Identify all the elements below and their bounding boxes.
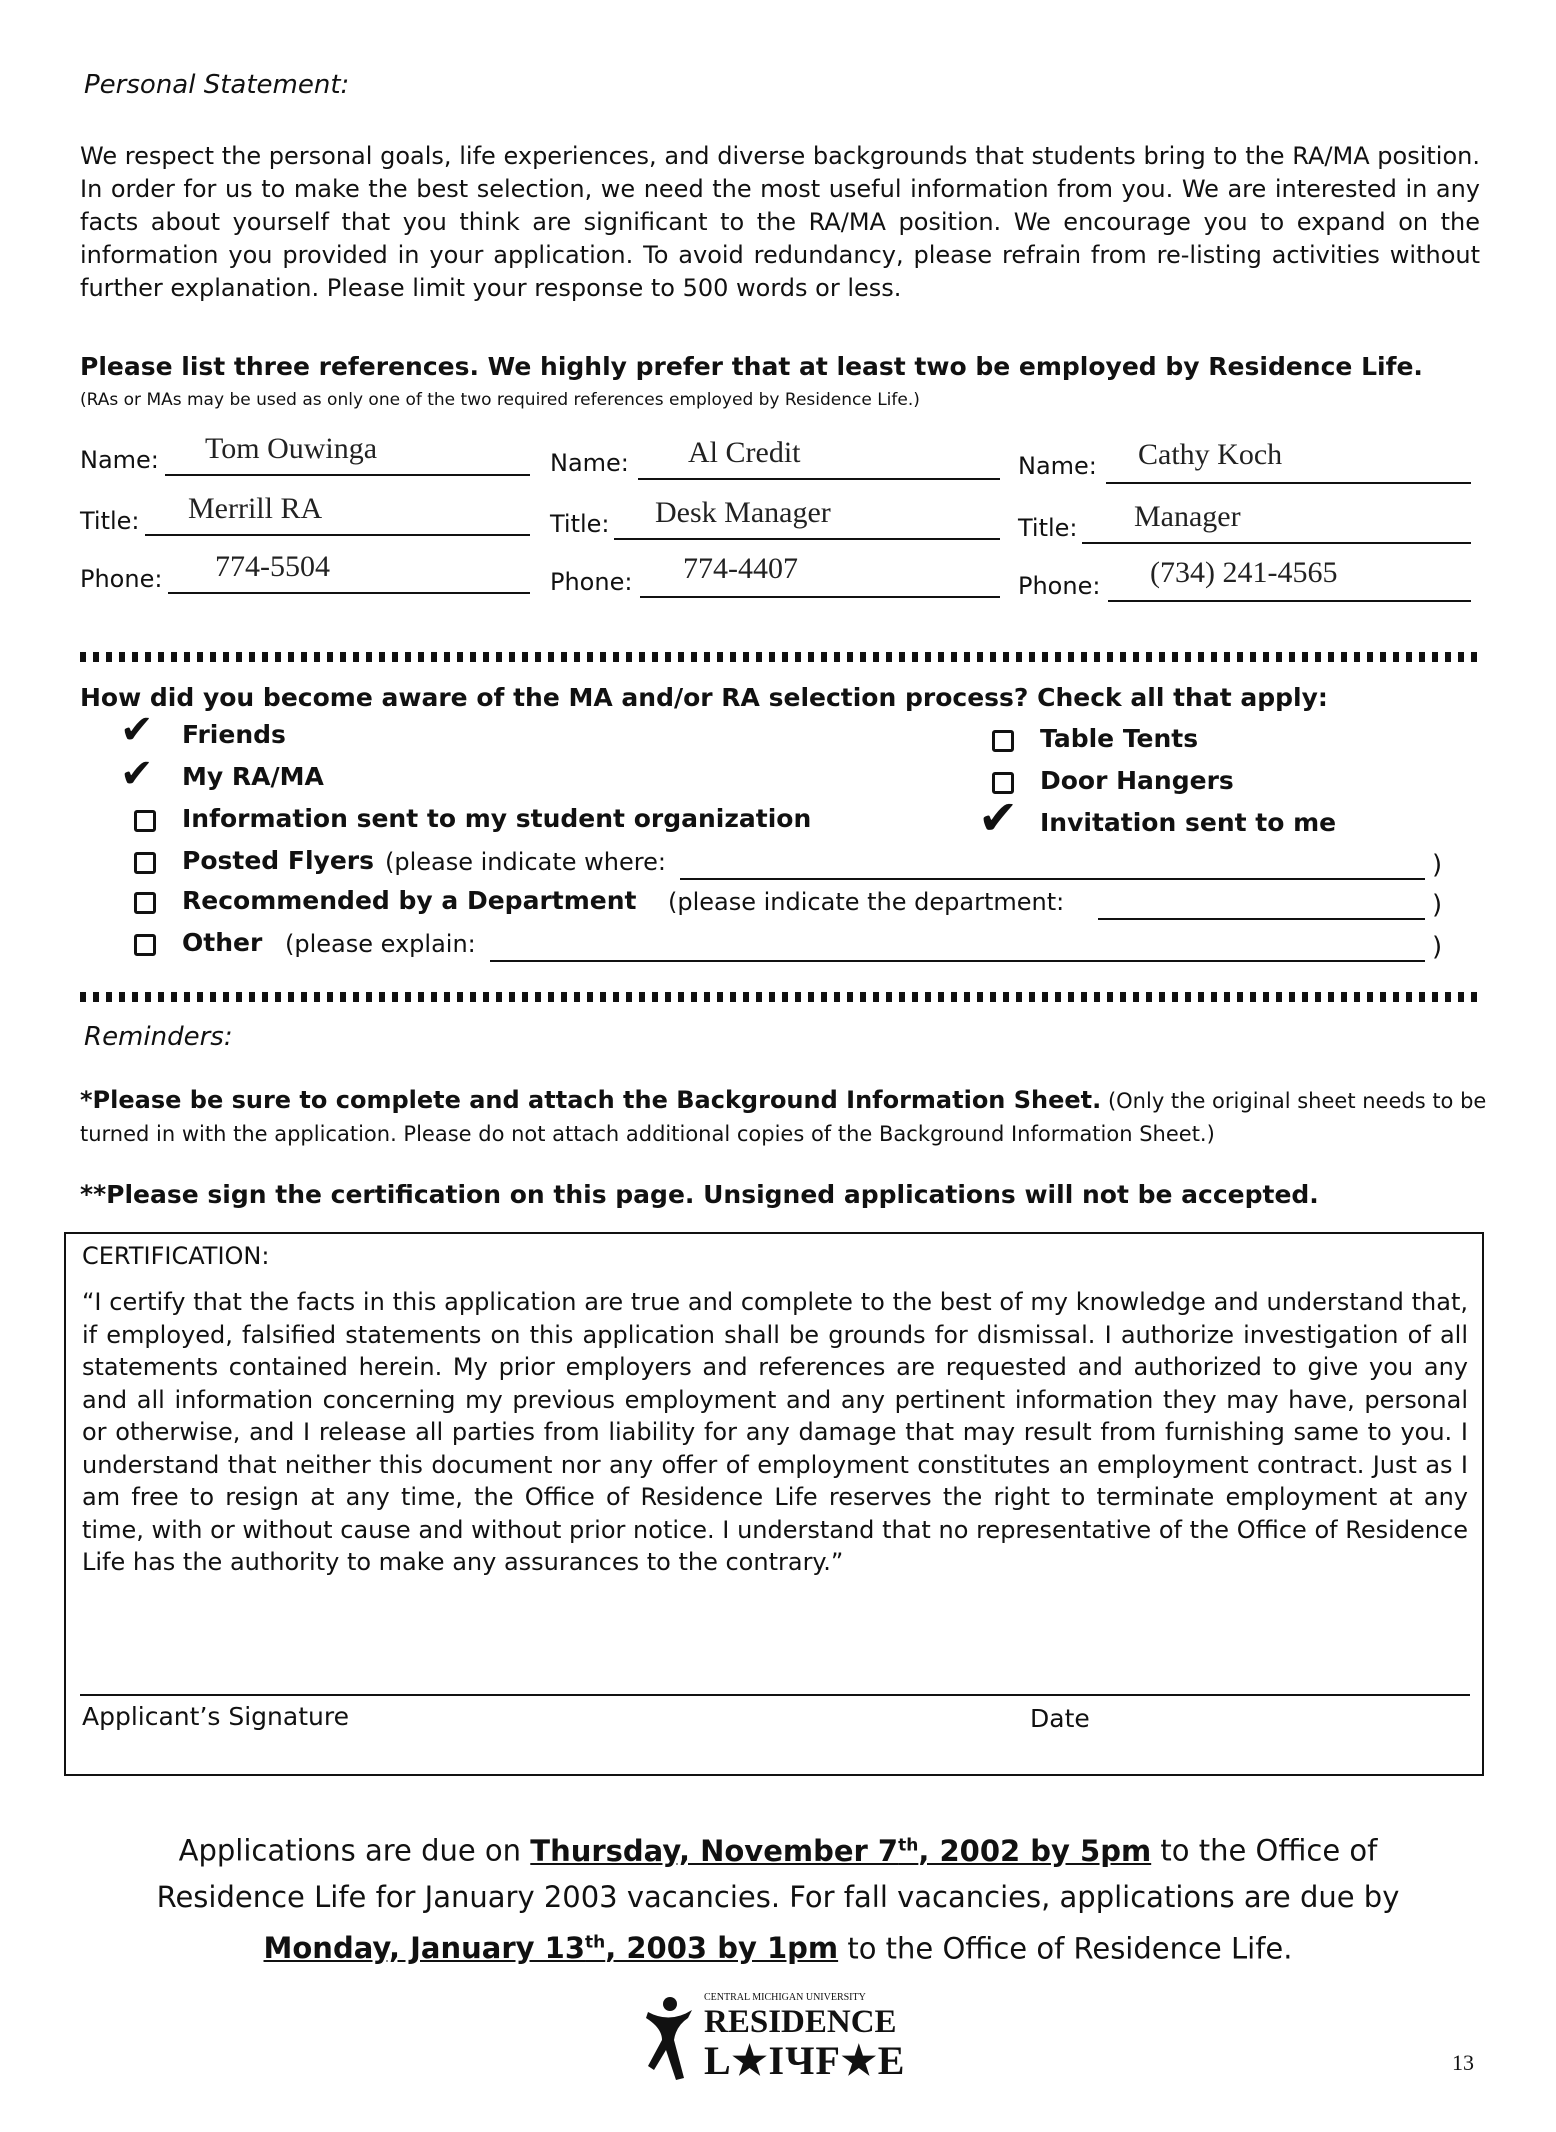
other-close-paren: ) <box>1432 932 1443 962</box>
ref2-title-label: Title: <box>550 510 610 538</box>
ref1-name-value[interactable]: Tom Ouwinga <box>205 432 378 465</box>
references-heading: Please list three references. We highly prefer that at least two be employed by Residence Life. <box>80 352 1423 381</box>
ref1-phone-line <box>168 592 530 594</box>
deadline-date-2-rest: , 2003 by 1pm <box>605 1931 839 1966</box>
other-line[interactable] <box>490 960 1425 962</box>
signature-line[interactable] <box>80 1694 1470 1696</box>
date-label: Date <box>1030 1704 1090 1733</box>
deadline-text-1: Applications are due on <box>178 1833 531 1868</box>
ref2-phone-value[interactable]: 774-4407 <box>683 552 798 585</box>
ref2-name-value[interactable]: Al Credit <box>688 436 801 469</box>
ref1-phone-label: Phone: <box>80 565 163 593</box>
dotted-divider-2 <box>80 992 1480 1002</box>
ref1-title-line <box>145 534 530 536</box>
option-department-label: Recommended by a Department <box>182 886 637 915</box>
department-close-paren: ) <box>1432 890 1443 920</box>
deadline-date-1 <box>530 1834 1151 1868</box>
option-posted-flyers-label: Posted Flyers <box>182 846 374 875</box>
option-student-org-label: Information sent to my student organization <box>182 804 812 833</box>
ref1-title-label: Title: <box>80 507 140 535</box>
references-note: (RAs or MAs may be used as only one of the two required references employed by Residence Life.) <box>80 390 920 410</box>
deadline-paragraph <box>130 1822 1426 1971</box>
ref3-name-value[interactable]: Cathy Koch <box>1138 438 1283 471</box>
option-other-label: Other <box>182 928 263 957</box>
certification-body: “I certify that the facts in this application are true and complete to the best of my knowledge and understand that, if employed, falsified statements on this application shall be grounds for dismissal. I authorize investigation of all statements contained herein. My prior employers and references are requested and authorized to give you any and all information concerning my previous employment and any pertinent information they may have, personal or otherwise, and I release all parties from liability for any damage that may result from furnishing same to you. I understand that neither this document nor any offer of employment constitutes an employment contract. Just as I am free to resign at any time, the Office of Residence Life reserves the right to terminate employment at any time, with or without cause and without prior notice. I understand that no representative of the Office of Residence Life has the authority to make any assurances to the contrary.” <box>82 1288 1468 1576</box>
certification-box <box>64 1232 1484 1776</box>
ref2-title-value[interactable]: Desk Manager <box>655 496 831 529</box>
logo-line-1: RESIDENCE <box>704 2004 897 2040</box>
other-prompt: (please explain: <box>285 930 476 958</box>
option-my-ra-ma-label: My RA/MA <box>182 762 324 791</box>
ref2-name-label: Name: <box>550 449 629 477</box>
friends-check-icon[interactable]: ✔ <box>120 707 154 753</box>
ref3-phone-line <box>1108 600 1471 602</box>
department-prompt: (please indicate the department: <box>668 888 1065 916</box>
ref3-name-label: Name: <box>1018 452 1097 480</box>
ref1-name-label: Name: <box>80 446 159 474</box>
deadline-date-2-main: Monday, January 13 <box>263 1931 586 1966</box>
ref2-title-line <box>614 538 1000 540</box>
deadline-text-2: to the Office of Residence Life for January 2003 vacancies. For fall vacancies, applications are due by <box>156 1833 1400 1914</box>
personal-statement-heading: Personal Statement: <box>84 70 350 100</box>
ref2-name-line <box>638 478 1000 480</box>
ref1-title-value[interactable]: Merrill RA <box>188 492 323 525</box>
posted-flyers-close-paren: ) <box>1432 850 1443 880</box>
awareness-question: How did you become aware of the MA and/or RA selection process? Check all that apply: <box>80 683 1328 712</box>
ref1-phone-value[interactable]: 774-5504 <box>215 550 330 583</box>
dotted-divider <box>80 652 1480 662</box>
other-checkbox[interactable] <box>134 934 156 956</box>
reminder-1 <box>80 1084 1490 1151</box>
deadline-date-2 <box>264 1931 839 1965</box>
deadline-date-2-sup: th <box>585 1932 606 1953</box>
student-org-checkbox[interactable] <box>134 810 156 832</box>
posted-flyers-line[interactable] <box>680 878 1425 880</box>
ref3-title-line <box>1082 542 1471 544</box>
posted-flyers-checkbox[interactable] <box>134 852 156 874</box>
my-ra-ma-check-icon[interactable]: ✔ <box>120 751 154 797</box>
option-friends-label: Friends <box>182 720 286 749</box>
personal-statement-body: We respect the personal goals, life experiences, and diverse backgrounds that students bring to the RA/MA position. In order for us to make the best selection, we need the most useful information from you. We are interested in any facts about yourself that you think are significant to the RA/MA position. We encourage you to expand on the information you provided in your application. To avoid redundancy, please refrain from re-listing activities without further explanation. Please limit your response to 500 words or less. <box>80 142 1480 302</box>
posted-flyers-prompt: (please indicate where: <box>385 848 666 876</box>
option-door-hangers-label: Door Hangers <box>1040 766 1234 795</box>
figure-logo-icon <box>640 1994 698 2084</box>
option-table-tents-label: Table Tents <box>1040 724 1199 753</box>
residence-life-logo <box>640 1990 930 2090</box>
department-checkbox[interactable] <box>134 892 156 914</box>
certification-heading: CERTIFICATION: <box>82 1242 270 1270</box>
deadline-text-3: to the Office of Residence Life. <box>838 1931 1293 1966</box>
logo-university: CENTRAL MICHIGAN UNIVERSITY <box>704 1992 866 2003</box>
signature-label: Applicant’s Signature <box>82 1702 349 1731</box>
ref3-phone-label: Phone: <box>1018 572 1101 600</box>
department-line[interactable] <box>1098 918 1425 920</box>
ref2-phone-label: Phone: <box>550 568 633 596</box>
reminder-1-rest: (Only the original sheet needs to be turned in with the application. Please do not attach additional copies of the Background Information Sheet.) <box>80 1089 1487 1146</box>
logo-line-2: L★IЧF★E <box>704 2038 906 2083</box>
deadline-date-1-rest: , 2002 by 5pm <box>918 1833 1152 1868</box>
reminder-1-bold: *Please be sure to complete and attach the Background Information Sheet. <box>80 1086 1102 1114</box>
table-tents-checkbox[interactable] <box>992 730 1014 752</box>
deadline-date-1-sup: th <box>898 1835 919 1855</box>
ref2-phone-line <box>640 596 1000 598</box>
reminders-heading: Reminders: <box>84 1022 233 1052</box>
option-invitation-label: Invitation sent to me <box>1040 808 1337 837</box>
reminder-2: **Please sign the certification on this page. Unsigned applications will not be accepted. <box>80 1180 1319 1209</box>
ref3-phone-value[interactable]: (734) 241-4565 <box>1150 556 1338 589</box>
ref3-title-label: Title: <box>1018 514 1078 542</box>
page-number: 13 <box>1452 2050 1474 2075</box>
deadline-date-1-main: Thursday, November 7 <box>530 1833 899 1868</box>
ref3-title-value[interactable]: Manager <box>1134 500 1241 533</box>
invitation-check-icon[interactable]: ✔ <box>978 790 1019 846</box>
ref3-name-line <box>1106 482 1471 484</box>
ref1-name-line <box>165 474 530 476</box>
